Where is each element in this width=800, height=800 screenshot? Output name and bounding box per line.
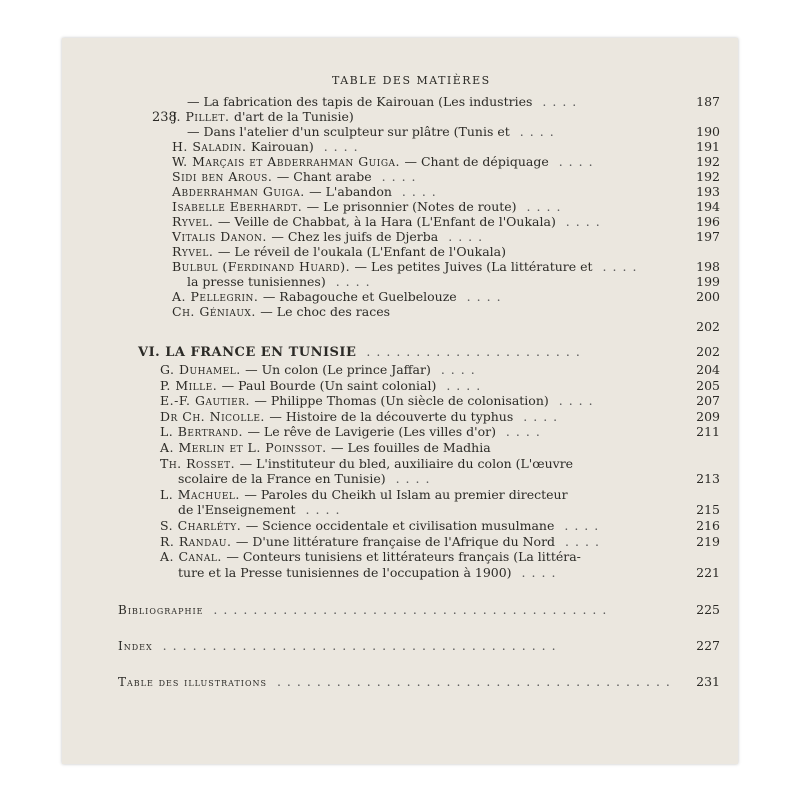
end-matter-entry <box>62 674 738 690</box>
entry-page: 205 <box>696 377 720 393</box>
leader-dots: .... <box>555 214 606 229</box>
entry-author: W. Marçais et Abderrahman Guiga. <box>172 154 405 169</box>
entry-page: 231 <box>696 674 720 690</box>
entry-title: — Les fouilles de Madhia <box>331 440 491 455</box>
end-matter-label: Bibliographie <box>118 603 204 618</box>
entry-page: 215 <box>696 502 720 518</box>
leader-dots: .... <box>592 259 643 274</box>
leader-dots: .... <box>436 377 487 393</box>
entry-author: R. Randau. <box>160 533 236 549</box>
leader-dots: ........................................ <box>266 674 676 690</box>
entry-title: — Chez les juifs de Djerba <box>271 229 439 244</box>
entry-author: Th. Rosset. <box>160 455 240 471</box>
entry-title: — La fabrication des tapis de Kairouan (Les industries <box>187 94 533 109</box>
toc-entry <box>62 534 738 550</box>
toc-entry <box>62 94 738 110</box>
toc-entry <box>62 440 738 456</box>
entry-author: Sidi ben Arous. <box>172 169 277 184</box>
entry-title: — L'abandon <box>309 184 392 199</box>
section-heading <box>62 344 738 360</box>
entry-title: — Le rêve de Lavigerie (Les villes d'or) <box>247 424 496 440</box>
entry-title: la presse tunisiennes) <box>187 274 326 289</box>
end-matter-label: Index <box>118 639 153 654</box>
leader-dots: ...................... <box>356 344 586 359</box>
entry-title: — Chant de dépiquage <box>404 154 549 169</box>
toc-entry <box>62 244 738 260</box>
entry-page: 204 <box>696 362 720 377</box>
entry-author: Bulbul (Ferdinand Huard). <box>172 259 355 274</box>
toc-entry <box>62 199 738 215</box>
entry-page: 200 <box>696 289 720 304</box>
entry-page: 227 <box>696 638 720 654</box>
entry-page: 192 <box>696 169 720 184</box>
entry-title: — Paroles du Cheikh ul Islam au premier directeur <box>244 486 568 502</box>
end-matter-label: Table des illustrations <box>118 675 267 690</box>
entry-page: 202 <box>696 344 720 359</box>
entry-author: G. Duhamel. <box>160 362 246 377</box>
leader-dots: ........................................ <box>152 638 562 654</box>
toc-entry <box>62 409 738 425</box>
toc-entry <box>62 169 738 185</box>
toc-entry <box>62 139 738 155</box>
entry-title: — Les petites Juives (La littérature et <box>354 259 593 274</box>
entry-page: 199 <box>696 274 720 289</box>
toc-entry <box>62 456 738 472</box>
entry-page: 193 <box>696 184 720 199</box>
entry-title: — Chant arabe <box>276 169 372 184</box>
leader-dots: .... <box>532 94 583 109</box>
entry-title: — Rabagouche et Guelbelouze <box>262 289 457 304</box>
entry-title: — Philippe Thomas (Un siècle de colonisation) <box>254 393 549 409</box>
entry-title: de l'Enseignement <box>178 502 296 518</box>
entry-page: 216 <box>696 518 720 533</box>
toc-entry <box>62 124 738 140</box>
entry-title: scolaire de la France en Tunisie) <box>178 471 386 487</box>
entry-author: E.-F. Gautier. <box>160 393 255 409</box>
entry-title: — Conteurs tunisiens et littérateurs français (La littéra- <box>226 549 581 565</box>
leader-dots: .... <box>509 124 560 139</box>
leader-dots: .... <box>554 518 605 533</box>
entry-author: Vitalis Danon. <box>172 229 272 244</box>
entry-author: Ryvel. <box>172 244 218 259</box>
toc-entry <box>62 319 738 335</box>
leader-dots: .... <box>313 139 364 154</box>
leader-dots: .... <box>516 199 567 214</box>
entry-page: 221 <box>696 564 720 580</box>
leader-dots: .... <box>548 393 599 409</box>
toc-entry <box>62 154 738 170</box>
entry-page: 187 <box>696 94 720 109</box>
toc-entry <box>62 502 738 518</box>
toc-entry <box>62 471 738 487</box>
leader-dots: .... <box>495 424 546 440</box>
entry-page: 213 <box>696 471 720 487</box>
entry-title: — L'instituteur du bled, auxiliaire du colon (L'œuvre <box>239 455 574 471</box>
page-number: 238 <box>152 110 177 125</box>
entry-page: 194 <box>696 199 720 214</box>
toc-entry <box>62 393 738 409</box>
entry-page: 190 <box>696 124 720 139</box>
entry-title: — Le prisonnier (Notes de route) <box>306 199 517 214</box>
toc-entry <box>62 304 738 320</box>
toc-entry <box>62 378 738 394</box>
entry-author: J. Pillet. <box>172 109 234 124</box>
entry-title: Kairouan) <box>250 139 314 154</box>
entry-page: 192 <box>696 154 720 169</box>
toc-entry <box>62 424 738 440</box>
entry-title: — Veille de Chabbat, à la Hara (L'Enfant de l'Oukala) <box>217 214 556 229</box>
entry-title: ture et la Presse tunisiennes de l'occupation à 1900) <box>178 564 512 580</box>
leader-dots: .... <box>430 362 481 377</box>
toc-entry <box>62 362 738 378</box>
entry-title: — Science occidentale et civilisation musulmane <box>245 518 555 533</box>
entry-title: d'art de la Tunisie) <box>233 109 354 124</box>
leader-dots: .... <box>548 154 599 169</box>
leader-dots: .... <box>325 274 376 289</box>
entry-author: Ch. Géniaux. <box>172 304 261 319</box>
toc-entry <box>62 487 738 503</box>
entry-page: 219 <box>696 533 720 549</box>
leader-dots: ........................................ <box>203 602 613 618</box>
entry-page: 211 <box>696 424 720 440</box>
entry-page: 198 <box>696 259 720 274</box>
entry-author: A. Pellegrin. <box>172 289 263 304</box>
entry-author: L. Machuel. <box>160 486 245 502</box>
running-header: TABLE DES MATIÈRES <box>332 74 491 87</box>
leader-dots: .... <box>456 289 507 304</box>
entry-author: Ryvel. <box>172 214 218 229</box>
toc-entry <box>62 229 738 245</box>
entry-author: P. Mille. <box>160 377 222 393</box>
entry-title: — Le choc des races <box>260 304 391 319</box>
end-matter-entry <box>62 602 738 618</box>
entry-title: — Le réveil de l'oukala (L'Enfant de l'Oukala) <box>217 244 507 259</box>
leader-dots: .... <box>391 184 442 199</box>
toc-entry <box>62 214 738 230</box>
entry-page: 225 <box>696 602 720 618</box>
toc-entry <box>62 565 738 581</box>
entry-page: 196 <box>696 214 720 229</box>
entry-author: A. Canal. <box>160 549 227 565</box>
toc-entry <box>62 109 738 125</box>
toc-entry <box>62 289 738 305</box>
leader-dots: .... <box>511 564 562 580</box>
toc-entry <box>62 549 738 565</box>
toc-entry <box>62 184 738 200</box>
entry-title: — Un colon (Le prince Jaffar) <box>245 362 431 377</box>
entry-author: S. Charléty. <box>160 518 246 533</box>
entry-page: 209 <box>696 408 720 424</box>
leader-dots: .... <box>295 502 346 518</box>
leader-dots: .... <box>385 471 436 487</box>
entry-title: — Paul Bourde (Un saint colonial) <box>221 377 437 393</box>
entry-author: Isabelle Eberhardt. <box>172 199 307 214</box>
entry-author: A. Merlin et L. Poinssot. <box>160 440 332 455</box>
leader-dots: .... <box>555 533 605 549</box>
end-matter-entry <box>62 638 738 654</box>
leader-dots: .... <box>513 408 564 424</box>
entry-title: VI. LA FRANCE EN TUNISIE <box>138 345 357 360</box>
toc-entry <box>62 259 738 275</box>
toc-entry <box>62 274 738 290</box>
entry-author: L. Bertrand. <box>160 424 248 440</box>
entry-author: H. Saladin. <box>172 139 251 154</box>
entry-page: 202 <box>696 319 720 334</box>
entry-title: — D'une littérature française de l'Afrique du Nord <box>235 533 556 549</box>
book-page <box>62 38 738 764</box>
entry-title: — Histoire de la découverte du typhus <box>269 408 514 424</box>
entry-title: — Dans l'atelier d'un sculpteur sur plâtre (Tunis et <box>187 124 510 139</box>
leader-dots: .... <box>371 169 422 184</box>
entry-author: Abderrahman Guiga. <box>172 184 310 199</box>
entry-page: 191 <box>696 139 720 154</box>
entry-page: 197 <box>696 229 720 244</box>
toc-entry <box>62 518 738 534</box>
entry-author: Dr Ch. Nicolle. <box>160 408 270 424</box>
leader-dots: .... <box>438 229 489 244</box>
entry-page: 207 <box>696 393 720 409</box>
